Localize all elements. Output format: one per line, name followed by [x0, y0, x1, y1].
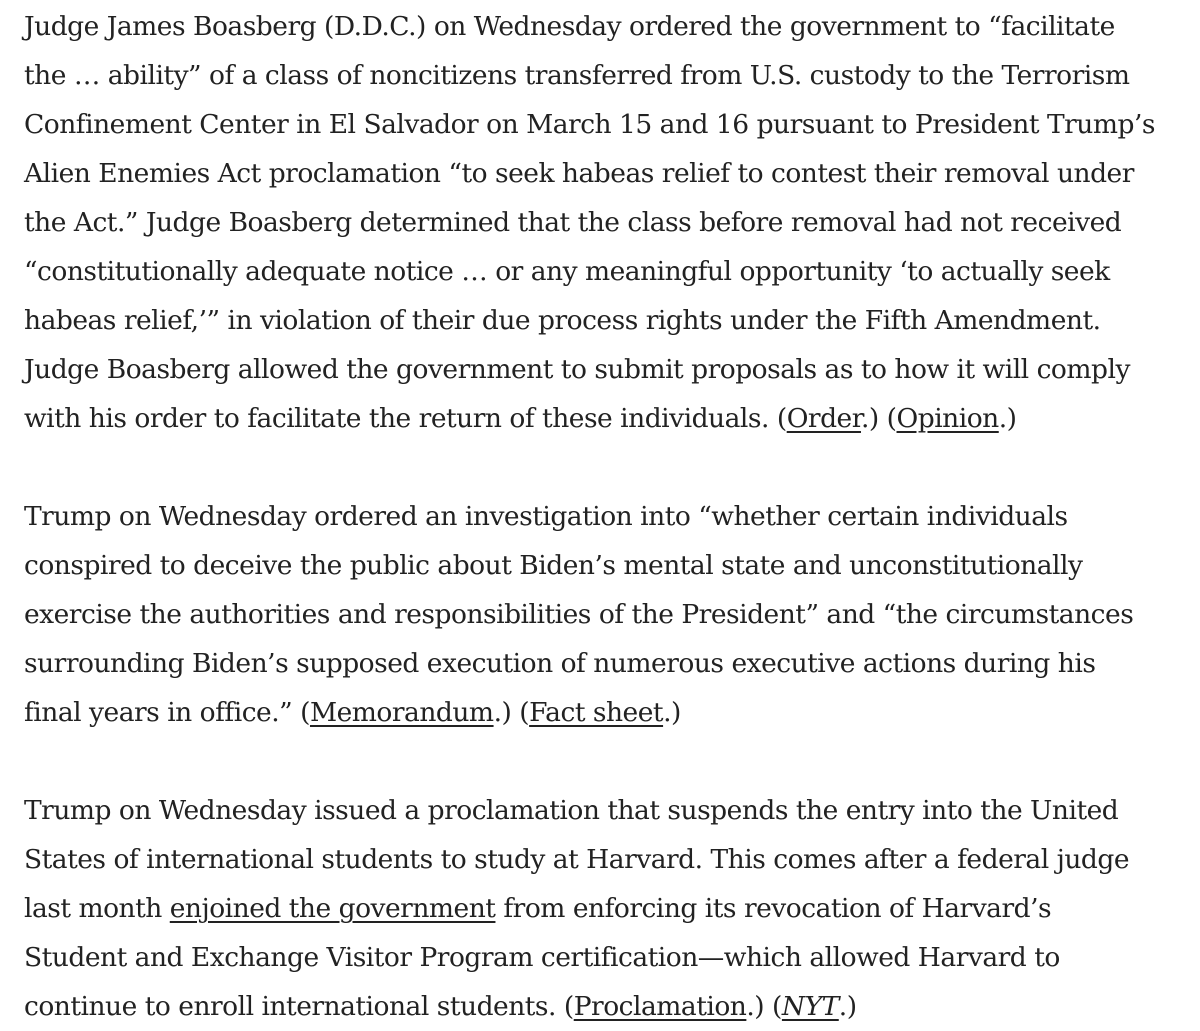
proclamation-link[interactable]: Proclamation	[573, 991, 747, 1022]
text-line	[24, 884, 1176, 933]
text-line: exercise the authorities and responsibilities of the President” and “the circumstances	[24, 599, 1134, 630]
text-segment: .) (	[493, 697, 530, 728]
text-line: surrounding Biden’s supposed execution of numerous executive actions during his	[24, 648, 1096, 679]
text-segment: continue to enroll international students. (	[24, 991, 574, 1022]
memorandum-link[interactable]: Memorandum	[309, 697, 494, 728]
enjoined-government-link[interactable]: enjoined the government	[169, 893, 496, 924]
text-segment: final years in office.” (	[24, 697, 310, 728]
paragraph-harvard-proclamation	[24, 786, 1176, 1031]
text-line: Judge Boasberg allowed the government to submit proposals as to how it will comply	[24, 354, 1130, 385]
text-line: “constitutionally adequate notice … or any meaningful opportunity ‘to actually seek	[24, 256, 1110, 287]
opinion-link[interactable]: Opinion	[896, 403, 999, 434]
text-line: the … ability” of a class of noncitizens transferred from U.S. custody to the Terrorism	[24, 60, 1130, 91]
fact-sheet-link[interactable]: Fact sheet	[529, 697, 664, 728]
text-line: Confinement Center in El Salvador on March 15 and 16 pursuant to President Trump’s	[24, 109, 1155, 140]
text-line: Student and Exchange Visitor Program certification—which allowed Harvard to	[24, 942, 1060, 973]
nyt-link[interactable]: NYT	[781, 991, 839, 1022]
text-segment: .) (	[746, 991, 782, 1022]
text-line: Judge James Boasberg (D.D.C.) on Wednesday ordered the government to “facilitate	[24, 11, 1115, 42]
text-line: the Act.” Judge Boasberg determined that the class before removal had not received	[24, 207, 1122, 238]
paragraph-biden-investigation	[24, 492, 1176, 737]
text-line: conspired to deceive the public about Biden’s mental state and unconstitutionally	[24, 550, 1083, 581]
text-segment: .)	[663, 697, 681, 728]
text-line	[24, 982, 1176, 1031]
text-line	[24, 688, 1176, 737]
text-line: habeas relief,’” in violation of their due process rights under the Fifth Amendment.	[24, 305, 1101, 336]
text-line: Alien Enemies Act proclamation “to seek habeas relief to contest their removal under	[24, 158, 1134, 189]
text-segment: last month	[24, 893, 170, 924]
text-line	[24, 394, 1176, 443]
text-line: Trump on Wednesday issued a proclamation that suspends the entry into the United	[24, 795, 1119, 826]
paragraph-boasberg-order	[24, 2, 1176, 443]
text-segment: .)	[998, 403, 1017, 434]
order-link[interactable]: Order	[786, 403, 861, 434]
text-line: Trump on Wednesday ordered an investigation into “whether certain individuals	[24, 501, 1068, 532]
text-segment: with his order to facilitate the return of these individuals. (	[24, 403, 787, 434]
text-segment: from enforcing its revocation of Harvard’s	[495, 893, 1052, 924]
text-line: States of international students to study at Harvard. This comes after a federal judge	[24, 844, 1130, 875]
text-segment: .)	[838, 991, 857, 1022]
text-segment: .) (	[860, 403, 897, 434]
